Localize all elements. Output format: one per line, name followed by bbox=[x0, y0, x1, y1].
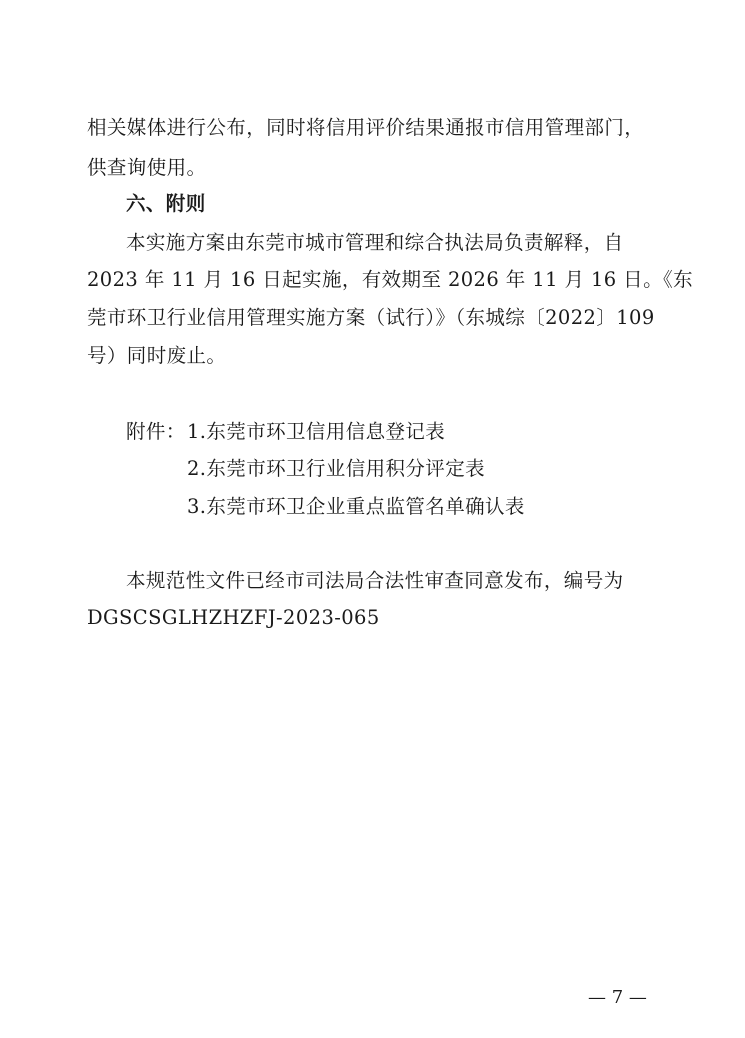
paragraph-2-line-1: 本实施方案由东莞市城市管理和综合执法局负责解释，自 bbox=[126, 231, 624, 254]
section-heading: 六、附则 bbox=[126, 192, 206, 215]
paragraph-1-line-2: 供查询使用。 bbox=[87, 156, 207, 179]
notice-line-1: 本规范性文件已经市司法局合法性审查同意发布，编号为 bbox=[126, 569, 624, 592]
paragraph-1-line-1: 相关媒体进行公布，同时将信用评价结果通报市信用管理部门， bbox=[87, 116, 645, 139]
paragraph-2-line-2: 2023 年 11 月 16 日起实施，有效期至 2026 年 11 月 16 日。《东 bbox=[87, 268, 694, 291]
attachment-item-3: 3.东莞市环卫企业重点监管名单确认表 bbox=[187, 495, 525, 518]
page-number: — 7 — bbox=[588, 987, 647, 1008]
attachment-item-1: 1.东莞市环卫信用信息登记表 bbox=[187, 420, 446, 443]
attachments-label: 附件： bbox=[126, 420, 186, 443]
notice-line-2: DGSCSGLHZHZFJ-2023-065 bbox=[87, 606, 380, 629]
paragraph-2-line-3: 莞市环卫行业信用管理实施方案（试行）》（东城综〔2022〕109 bbox=[87, 306, 655, 329]
attachment-item-2: 2.东莞市环卫行业信用积分评定表 bbox=[187, 457, 486, 480]
paragraph-2-line-4: 号）同时废止。 bbox=[87, 344, 227, 367]
